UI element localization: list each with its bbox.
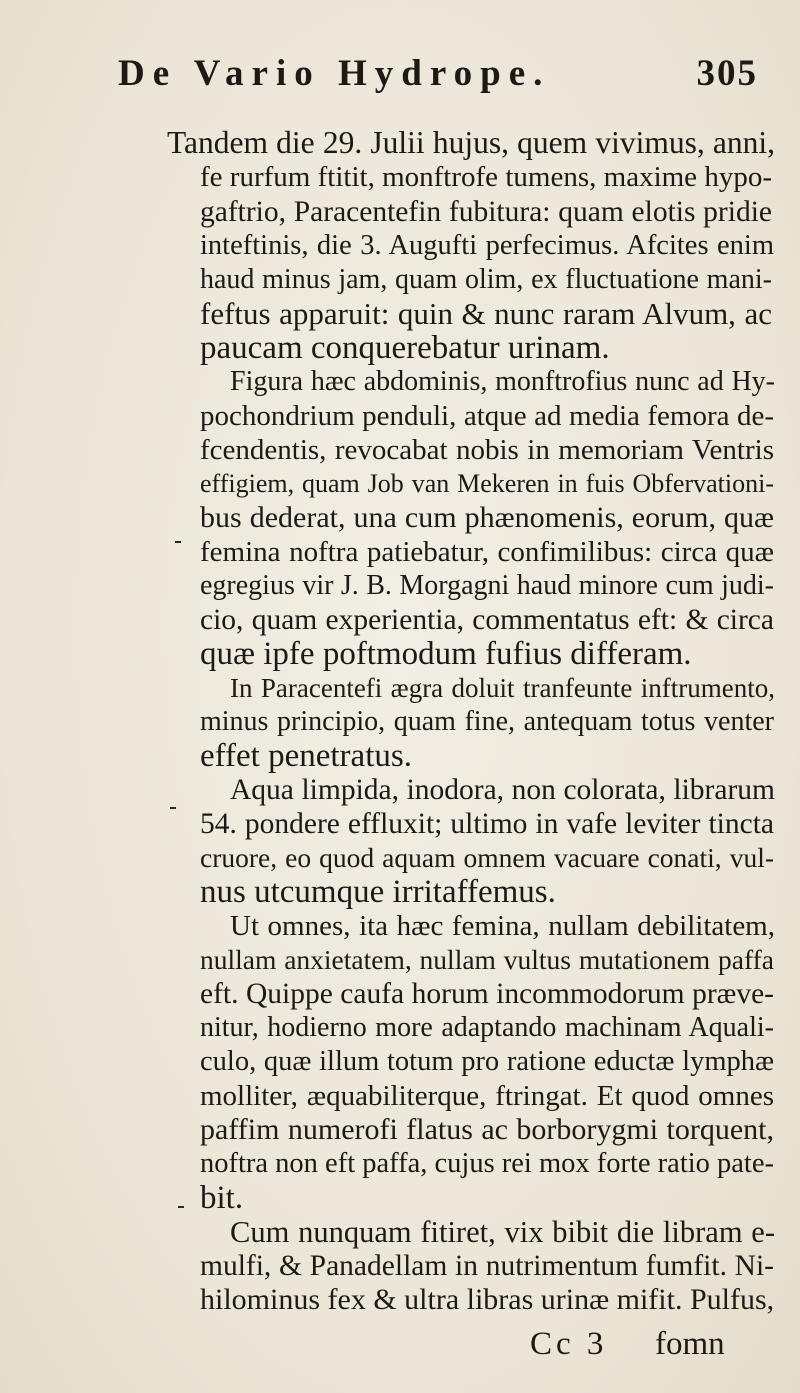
text-line: Ut omnes, ita hæc femina, nullam debilitatem, (230, 910, 775, 942)
text-line: fcendentis, revocabat nobis in memoriam Ventris (200, 434, 774, 466)
text-line: In Paracentefi ægra doluit tranfeunte inftrumento, (230, 673, 775, 703)
signature-mark: Cc 3 (530, 1326, 608, 1362)
text-line: cruore, eo quod aquam omnem vacuare conati, vul- (200, 842, 774, 873)
running-head-title: De Vario Hydrope. (118, 53, 551, 94)
text-line: haud minus jam, quam olim, ex fluctuatione mani- (200, 264, 772, 295)
text-line: Cum nunquam fitiret, vix bibit die libram e- (230, 1215, 775, 1249)
text-line: noftra non eft paffa, cujus rei mox forte ratio pate- (200, 1148, 774, 1179)
text-line: Tandem die 29. Julii hujus, quem vivimus, anni, (167, 125, 775, 160)
margin-mark (178, 1206, 184, 1208)
text-line: eft. Quippe caufa horum incommodorum præve- (200, 978, 774, 1010)
text-line: pochondrium penduli, atque ad media femora de- (200, 400, 774, 432)
text-line: hilominus fex & ultra libras urinæ mifit. Pulfus, (200, 1283, 775, 1316)
text-line: bus dederat, una cum phænomenis, eorum, quæ (200, 501, 774, 534)
margin-mark (170, 807, 176, 809)
text-line: cio, quam experientia, commentatus eft: & circa (200, 604, 774, 636)
text-line: effigiem, quam Job van Mekeren in fuis Obfervationi- (200, 469, 774, 498)
text-line: Figura hæc abdominis, monftrofius nunc ad Hy- (230, 366, 775, 397)
text-line: inteftinis, die 3. Augufti perfecimus. Afcites enim (200, 230, 774, 261)
text-line: nus utcumque irritaffemus. (200, 874, 556, 910)
text-line: bit. (200, 1180, 244, 1216)
text-line: Aqua limpida, inodora, non colorata, librarum (230, 774, 775, 806)
text-line: paucam conquerebatur urinam. (200, 330, 610, 366)
text-line: 54. pondere effluxit; ultimo in vafe leviter tincta (200, 808, 774, 840)
text-line: fe rurfum ftitit, monftrofe tumens, maxime hypo- (200, 161, 772, 193)
text-line: femina noftra patiebatur, confimilibus: circa quæ (200, 536, 774, 568)
margin-mark (175, 541, 181, 543)
catchword: fomn (655, 1326, 725, 1362)
text-line: effet penetratus. (200, 738, 412, 774)
text-line: feftus apparuit: quin & nunc raram Alvum, ac (200, 296, 772, 331)
text-line: culo, quæ illum totum pro ratione eductæ lymphæ (200, 1046, 774, 1077)
text-line: nullam anxietatem, nullam vultus mutationem paffa (200, 944, 774, 975)
running-head (118, 52, 758, 102)
text-line: mulfi, & Panadellam in nutrimentum fumfit. Ni- (200, 1250, 774, 1282)
text-line: minus principio, quam fine, antequam totus venter (200, 706, 774, 737)
text-line: molliter, æquabiliterque, ftringat. Et quod omnes (200, 1080, 774, 1112)
text-line: nitur, hodierno more adaptando machinam Aquali- (200, 1012, 774, 1043)
page-number: 305 (696, 53, 758, 94)
text-line: quæ ipfe poftmodum fufius differam. (200, 636, 692, 672)
text-line: egregius vir J. B. Morgagni haud minore cum judi- (200, 570, 774, 601)
text-line: paffim numerofi flatus ac borborygmi torquent, (200, 1113, 774, 1146)
text-line: gaftrio, Paracentefin fubitura: quam elotis pridie (200, 196, 772, 228)
